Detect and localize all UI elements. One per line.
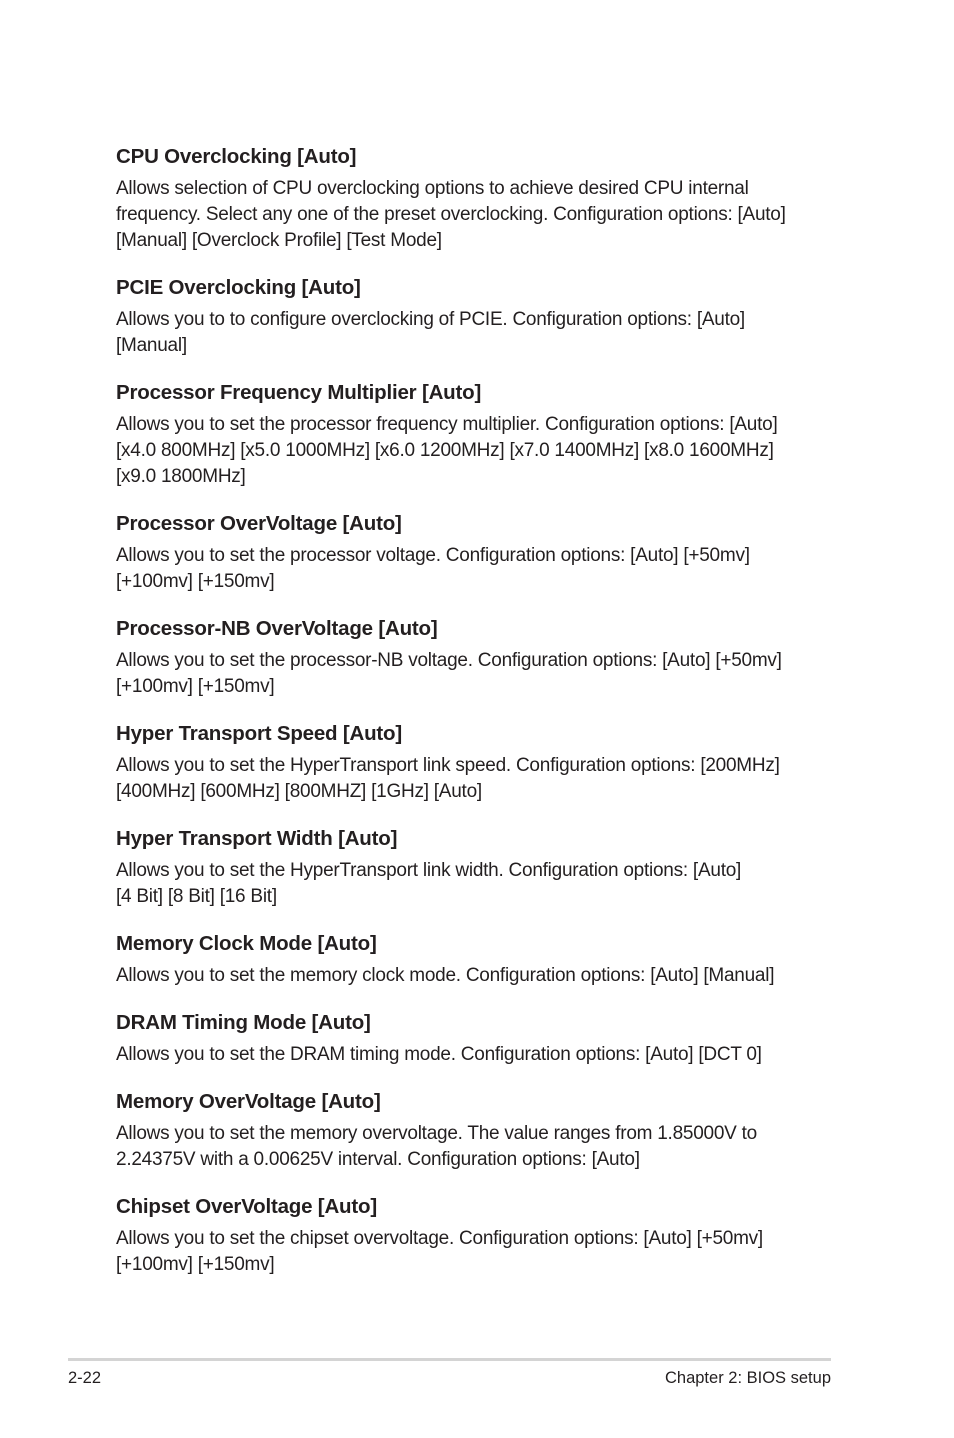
chapter-label: Chapter 2: BIOS setup <box>664 1369 831 1387</box>
section-body: Allows you to set the processor voltage. Configuration options: [Auto] [+50mv] [+100mv] [+150mv] <box>116 545 750 592</box>
section-memory-clock-mode <box>116 930 836 989</box>
section-processor-overvoltage <box>116 510 836 595</box>
section-title: Hyper Transport Width [Auto] <box>116 827 398 850</box>
section-hyper-transport-speed <box>116 720 836 805</box>
section-body: Allows you to set the HyperTransport link speed. Configuration options: [200MHz] [400MHz] [600MHz] [800MHZ] [1GHz] [Auto] <box>116 755 780 802</box>
section-title: Hyper Transport Speed [Auto] <box>116 722 402 745</box>
section-memory-overvoltage <box>116 1088 836 1173</box>
section-title: CPU Overclocking [Auto] <box>116 145 357 168</box>
section-title: DRAM Timing Mode [Auto] <box>116 1011 371 1034</box>
section-pcie-overclocking <box>116 274 836 359</box>
section-body: Allows you to set the memory overvoltage. The value ranges from 1.85000V to 2.24375V with a 0.00625V interval. Configuration options: [Auto] <box>116 1123 757 1170</box>
section-processor-frequency-multiplier <box>116 379 836 490</box>
section-body: Allows you to set the memory clock mode. Configuration options: [Auto] [Manual] <box>116 965 775 986</box>
section-body: Allows you to set the processor-NB voltage. Configuration options: [Auto] [+50mv] [+100mv] [+150mv] <box>116 650 782 697</box>
section-title: Processor Frequency Multiplier [Auto] <box>116 381 482 404</box>
section-body: Allows you to set the DRAM timing mode. Configuration options: [Auto] [DCT 0] <box>116 1044 762 1065</box>
section-title: PCIE Overclocking [Auto] <box>116 276 361 299</box>
section-dram-timing-mode <box>116 1009 836 1068</box>
manual-content <box>116 143 836 1278</box>
section-title: Memory Clock Mode [Auto] <box>116 932 377 955</box>
footer-divider <box>68 1358 831 1361</box>
section-body: Allows you to to configure overclocking of PCIE. Configuration options: [Auto] [Manual] <box>116 309 745 356</box>
section-body: Allows you to set the chipset overvoltage. Configuration options: [Auto] [+50mv] [+100mv] [+150mv] <box>116 1228 763 1275</box>
section-cpu-overclocking <box>116 143 836 254</box>
section-title: Chipset OverVoltage [Auto] <box>116 1195 377 1218</box>
section-body: Allows you to set the HyperTransport link width. Configuration options: [Auto] [4 Bit] [8 Bit] [16 Bit] <box>116 860 742 907</box>
section-body: Allows selection of CPU overclocking options to achieve desired CPU internal frequency. Select any one of the preset overclocking. Configuration options: [Auto] [Manual] [Overclock Profile] [Test Mode] <box>116 178 786 251</box>
section-body: Allows you to set the processor frequency multiplier. Configuration options: [Auto] [x4.0 800MHz] [x5.0 1000MHz] [x6.0 1200MHz] [x7.0 1400MHz] [x8.0 1600MHz] [x9.0 1800MHz] <box>116 414 778 487</box>
section-processor-nb-overvoltage <box>116 615 836 700</box>
section-title: Processor OverVoltage [Auto] <box>116 512 402 535</box>
section-title: Processor-NB OverVoltage [Auto] <box>116 617 438 640</box>
page-number: 2-22 <box>68 1369 102 1387</box>
section-title: Memory OverVoltage [Auto] <box>116 1090 381 1113</box>
section-chipset-overvoltage <box>116 1193 836 1278</box>
section-hyper-transport-width <box>116 825 836 910</box>
